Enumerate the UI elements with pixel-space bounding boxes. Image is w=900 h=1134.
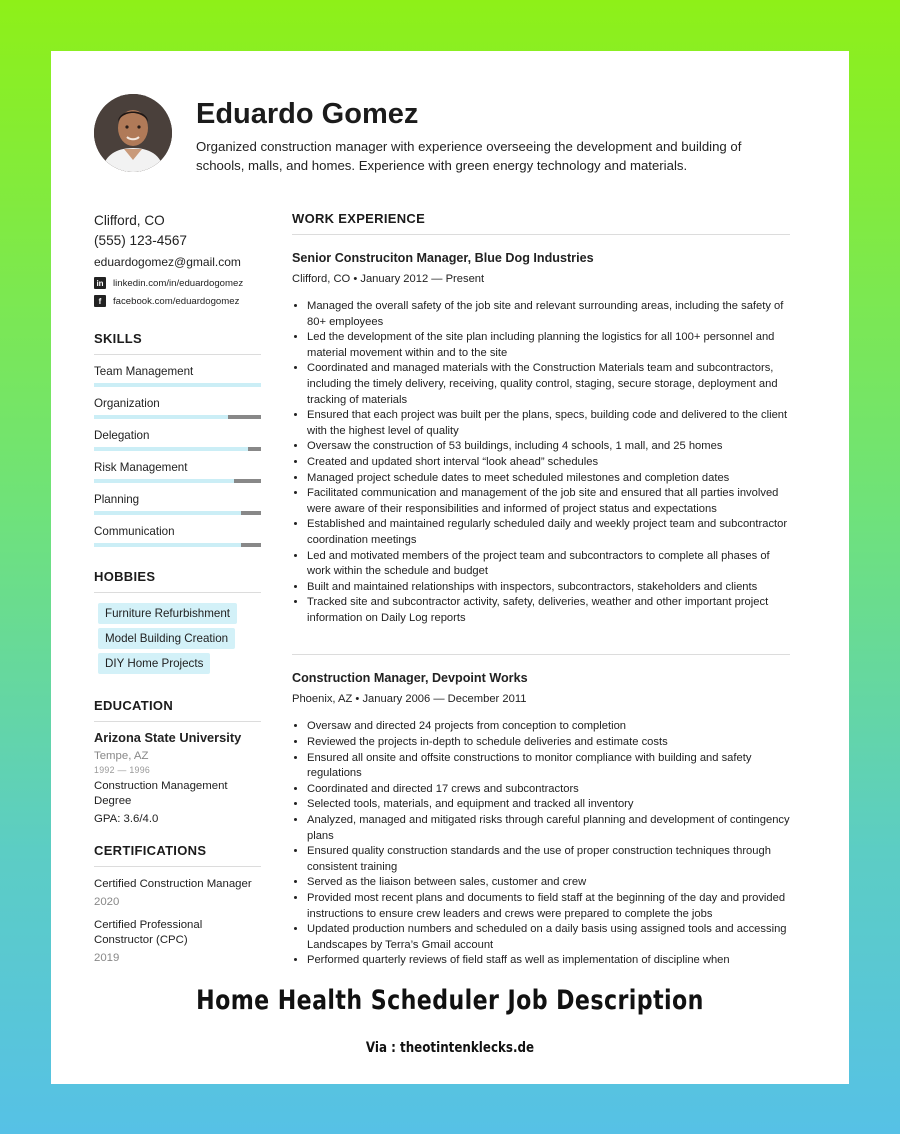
job-bullet: • Led and motivated members of the project team and subcontractors to complete all phases of work within the schedule and budget	[307, 549, 790, 580]
job-bullet: • Created and updated short interval “look ahead” schedules	[307, 455, 790, 471]
skills-heading: SKILLS	[94, 331, 261, 355]
banner-title: Home Health Scheduler Job Description	[196, 985, 704, 1016]
job-bullet: • Built and maintained relationships with inspectors, subcontractors, stakeholders and clients	[307, 580, 790, 596]
profile-summary: Organized construction manager with experience overseeing the development and building of schools, malls, and homes. Experience with green energy technology and materials.	[196, 139, 742, 173]
skill-item	[94, 429, 261, 451]
skill-item	[94, 397, 261, 419]
job-bullet: • Tracked site and subcontractor activity, safety, deliveries, weather and other important project information on Daily Log reports	[307, 595, 790, 626]
job-bullet: • Analyzed, managed and mitigated risks through careful planning and development of contingency plans	[307, 813, 790, 844]
skill-level-bar	[94, 479, 261, 483]
cert-item	[94, 877, 261, 908]
job-bullet: • Led the development of the site plan including planning the logistics for all 100+ personnel and material movement within and to the site	[307, 330, 790, 361]
job-bullet: • Provided most recent plans and documents to field staff at the beginning of the day and provided instructions to ensure crew leaders and crews were prepared to complete the jobs	[307, 891, 790, 922]
job-divider	[292, 654, 790, 655]
skill-name: Organization	[94, 397, 160, 410]
banner-source[interactable]: Via : theotintenklecks.de	[365, 1040, 535, 1056]
job-bullet: • Oversaw and directed 24 projects from conception to completion	[307, 719, 790, 735]
job-bullet: • Selected tools, materials, and equipment and tracked all inventory	[307, 797, 790, 813]
education-section	[94, 698, 261, 825]
cert-year: 2020	[94, 896, 120, 908]
skill-level-remainder	[234, 479, 261, 483]
facebook-link[interactable]: facebook.com/eduardogomez	[113, 295, 240, 307]
school-name: Arizona State University	[94, 730, 242, 745]
job-bullet: • Ensured all onsite and offsite constructions to monitor compliance with building and safety regulations	[307, 751, 790, 782]
work-heading: WORK EXPERIENCE	[292, 211, 790, 235]
job-bullet: • Managed the overall safety of the job site and relevant surrounding areas, including the safety of 80+ employees	[307, 299, 790, 330]
skill-level-bar	[94, 511, 261, 515]
skill-level-remainder	[241, 543, 261, 547]
linkedin-row[interactable]	[94, 277, 261, 289]
degree: Construction Management Degree	[94, 780, 228, 807]
job-bullet: • Reviewed the projects in-depth to schedule deliveries and estimate costs	[307, 735, 790, 751]
job-bullets	[307, 719, 790, 969]
profile-photo	[94, 94, 172, 172]
contact-location: Clifford, CO	[94, 213, 165, 228]
cert-name: Certified Professional Constructor (CPC)	[94, 919, 203, 946]
cert-name: Certified Construction Manager	[94, 878, 252, 890]
skill-level-bar	[94, 415, 261, 419]
caption-banner	[51, 973, 849, 1084]
linkedin-icon: in	[94, 277, 106, 289]
linkedin-link[interactable]: linkedin.com/in/eduardogomez	[113, 277, 244, 289]
contact-phone: (555) 123-4567	[94, 233, 187, 248]
facebook-icon: f	[94, 295, 106, 307]
hobby-tag: Furniture Refurbishment	[98, 603, 237, 624]
skill-level-remainder	[248, 447, 261, 451]
job-bullet: • Established and maintained regularly scheduled daily and weekly project team and subcontractor coordination meetings	[307, 517, 790, 548]
job-bullet: • Ensured that each project was built per the plans, specs, building code and delivered to the client with the highest level of quality	[307, 408, 790, 439]
job-bullet: • Facilitated communication and management of the job site and ensured that all parties involved were aware of their responsibilities and informed of project status and expectations	[307, 486, 790, 517]
skill-name: Communication	[94, 525, 175, 538]
skill-level-bar	[94, 383, 261, 387]
gpa: GPA: 3.6/4.0	[94, 813, 159, 825]
school-years: 1992 — 1996	[94, 765, 151, 775]
job-entry	[292, 671, 790, 969]
job-entry	[292, 251, 790, 626]
skill-level-remainder	[241, 511, 261, 515]
right-column	[292, 211, 790, 969]
job-title: Construction Manager, Devpoint Works	[292, 671, 528, 686]
school-location: Tempe, AZ	[94, 750, 149, 762]
job-meta: Phoenix, AZ • January 2006 — December 2011	[292, 693, 527, 706]
facebook-row[interactable]	[94, 295, 261, 307]
skill-list	[94, 365, 261, 547]
certifications-heading: CERTIFICATIONS	[94, 843, 261, 867]
cert-list	[94, 877, 261, 964]
job-bullet: • Managed project schedule dates to meet scheduled milestones and completion dates	[307, 471, 790, 487]
resume-sheet	[51, 51, 849, 973]
certifications-section	[94, 843, 261, 964]
skill-item	[94, 365, 261, 387]
hobby-tag: DIY Home Projects	[98, 653, 210, 674]
skill-level-bar	[94, 543, 261, 547]
profile-photo-graphic	[94, 94, 172, 172]
left-column	[94, 211, 261, 964]
job-bullet: • Coordinated and directed 17 crews and subcontractors	[307, 782, 790, 798]
candidate-name: Eduardo Gomez	[196, 98, 419, 130]
cert-year: 2019	[94, 952, 120, 964]
skill-item	[94, 525, 261, 547]
education-heading: EDUCATION	[94, 698, 261, 722]
job-bullets	[307, 299, 790, 626]
job-bullet: • Coordinated and managed materials with the Construction Materials team and subcontractors, including the timely delivery, receiving, quality control, staging, secure storage, deployment and tracking of materials	[307, 361, 790, 408]
job-bullet: • Updated production numbers and scheduled on a daily basis using assigned tools and accessing Landscapes by Terra’s Gmail account	[307, 922, 790, 953]
job-bullet: • Ensured quality construction standards and the use of proper construction techniques through consistent training	[307, 844, 790, 875]
skill-item	[94, 493, 261, 515]
job-bullet: • Served as the liaison between sales, customer and crew	[307, 875, 790, 891]
contact-email[interactable]: eduardogomez@gmail.com	[94, 255, 241, 269]
job-meta: Clifford, CO • January 2012 — Present	[292, 273, 485, 285]
skill-level-bar	[94, 447, 261, 451]
skill-item	[94, 461, 261, 483]
skill-name: Team Management	[94, 365, 194, 378]
hobbies-section	[94, 569, 261, 674]
job-bullet: • Performed quarterly reviews of field staff as well as implementation of discipline when	[307, 953, 790, 969]
skill-name: Delegation	[94, 429, 150, 442]
job-list	[292, 251, 790, 969]
skill-name: Planning	[94, 493, 140, 506]
skill-level-remainder	[228, 415, 261, 419]
hobby-tag: Model Building Creation	[98, 628, 235, 649]
skills-section	[94, 331, 261, 547]
cert-item	[94, 918, 261, 964]
job-bullet: • Oversaw the construction of 53 buildings, including 4 schools, 1 mall, and 25 homes	[307, 439, 790, 455]
hobbies-heading: HOBBIES	[94, 569, 261, 593]
hobby-list	[94, 599, 261, 674]
skill-name: Risk Management	[94, 461, 188, 474]
job-title: Senior Construciton Manager, Blue Dog Industries	[292, 251, 594, 265]
